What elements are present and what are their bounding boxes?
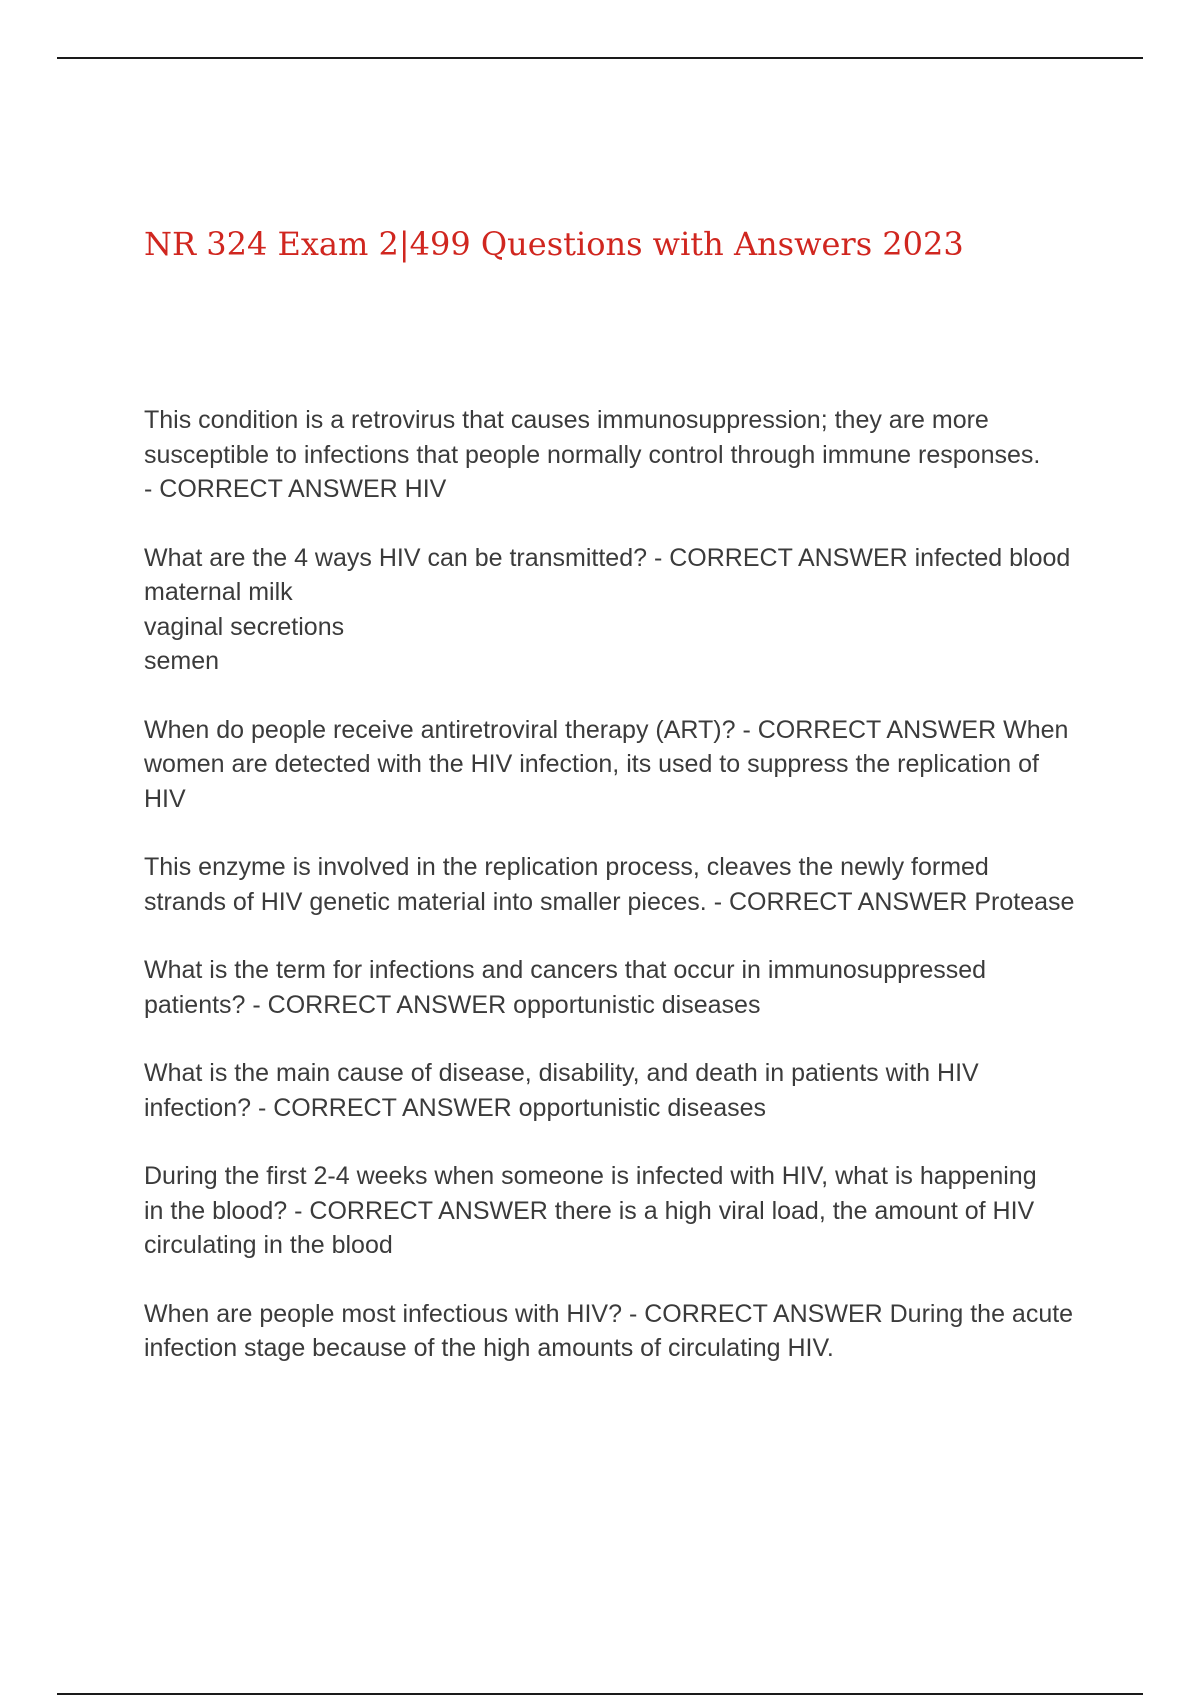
- qa-line: patients? - CORRECT ANSWER opportunistic diseases: [144, 990, 761, 1019]
- qa-line: strands of HIV genetic material into smaller pieces. - CORRECT ANSWER Protease: [144, 887, 1075, 916]
- qa-line: When do people receive antiretroviral therapy (ART)? - CORRECT ANSWER When: [144, 715, 1069, 744]
- qa-list: [144, 403, 1094, 1400]
- qa-line: This condition is a retrovirus that causes immunosuppression; they are more: [144, 406, 989, 434]
- qa-line: in the blood? - CORRECT ANSWER there is a high viral load, the amount of HIV: [144, 1196, 1035, 1225]
- qa-item: [144, 403, 1094, 507]
- qa-item: [144, 953, 1094, 1022]
- bottom-rule: [57, 1693, 1143, 1695]
- qa-line: semen: [144, 647, 220, 675]
- qa-line: During the first 2-4 weeks when someone is infected with HIV, what is happening: [144, 1162, 1037, 1190]
- qa-line: infection? - CORRECT ANSWER opportunistic diseases: [144, 1093, 766, 1122]
- qa-item: [144, 1297, 1094, 1366]
- qa-line: What are the 4 ways HIV can be transmitted? - CORRECT ANSWER infected blood: [144, 543, 1071, 572]
- qa-item: [144, 713, 1094, 817]
- qa-line: women are detected with the HIV infection, its used to suppress the replication of: [144, 750, 1039, 778]
- qa-item: [144, 541, 1094, 679]
- qa-line: HIV: [144, 784, 186, 813]
- qa-line: - CORRECT ANSWER HIV: [144, 475, 447, 503]
- document-title: NR 324 Exam 2|499 Questions with Answers 2023: [144, 225, 964, 263]
- qa-line: susceptible to infections that people normally control through immune responses.: [144, 440, 1041, 469]
- qa-line: maternal milk: [144, 578, 293, 606]
- qa-item: [144, 1056, 1094, 1125]
- qa-line: What is the main cause of disease, disability, and death in patients with HIV: [144, 1059, 979, 1087]
- qa-item: [144, 850, 1094, 919]
- qa-line: circulating in the blood: [144, 1231, 393, 1259]
- qa-line: vaginal secretions: [144, 612, 345, 641]
- qa-line: infection stage because of the high amounts of circulating HIV.: [144, 1334, 834, 1362]
- top-rule: [57, 57, 1143, 59]
- qa-line: What is the term for infections and cancers that occur in immunosuppressed: [144, 956, 987, 984]
- qa-item: [144, 1159, 1094, 1263]
- qa-line: When are people most infectious with HIV? - CORRECT ANSWER During the acute: [144, 1299, 1074, 1328]
- qa-line: This enzyme is involved in the replication process, cleaves the newly formed: [144, 853, 989, 881]
